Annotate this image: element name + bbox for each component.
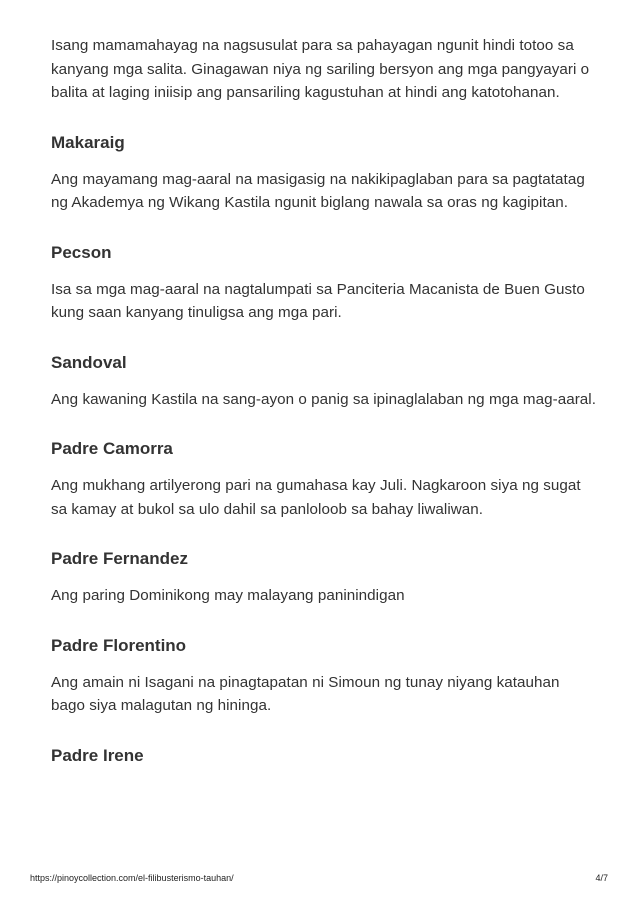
section-paragraph: Ang mayamang mag-aaral na masigasig na nakikipaglaban para sa pagtatatag ng Akademya ng Wikang Kastila ngunit biglang nawala sa oras ng kagipitan.	[51, 170, 585, 211]
page-number: 4/7	[595, 873, 608, 883]
section-heading: Padre Camorra	[51, 439, 173, 458]
section-padre-fernandez	[51, 548, 596, 608]
section-heading: Pecson	[51, 242, 112, 262]
section-heading: Padre Florentino	[51, 635, 187, 655]
section-heading: Makaraig	[51, 132, 125, 152]
page-footer	[30, 873, 608, 883]
section-padre-irene	[51, 745, 596, 767]
source-url[interactable]: https://pinoycollection.com/el-filibusterismo-tauhan/	[30, 873, 234, 883]
section-sandoval	[51, 352, 596, 412]
section-paragraph: Ang amain ni Isagani na pinagtapatan ni Simoun ng tunay niyang katauhan bago siya malagutan ng hininga.	[51, 673, 560, 714]
section-paragraph: Ang kawaning Kastila na sang-ayon o panig sa ipinaglalaban ng mga mag-aaral.	[51, 390, 597, 408]
section-paragraph: Ang paring Dominikong may malayang paninindigan	[51, 587, 405, 604]
section-pecson	[51, 242, 596, 325]
section-paragraph: Ang mukhang artilyerong pari na gumahasa kay Juli. Nagkaroon siya ng sugat sa kamay at bukol sa ulo dahil sa panloloob sa bahay liwaliwan.	[51, 477, 581, 518]
section-padre-camorra	[51, 438, 596, 521]
section-paragraph: Isa sa mga mag-aaral na nagtalumpati sa Panciteria Macanista de Buen Gusto kung saan kanyang tinuligsa ang mga pari.	[51, 280, 585, 321]
section-padre-florentino	[51, 635, 596, 718]
section-heading: Sandoval	[51, 352, 127, 372]
document-body	[51, 34, 596, 767]
section-heading: Padre Irene	[51, 745, 144, 765]
section-heading: Padre Fernandez	[51, 549, 188, 568]
section-makaraig	[51, 132, 596, 215]
intro-paragraph: Isang mamamahayag na nagsusulat para sa pahayagan ngunit hindi totoo sa kanyang mga salita. Ginagawan niya ng sariling bersyon ang mga pangyayari o balita at laging iniisip ang pansariling kagustuhan at hindi ang katotohanan.	[51, 37, 590, 101]
